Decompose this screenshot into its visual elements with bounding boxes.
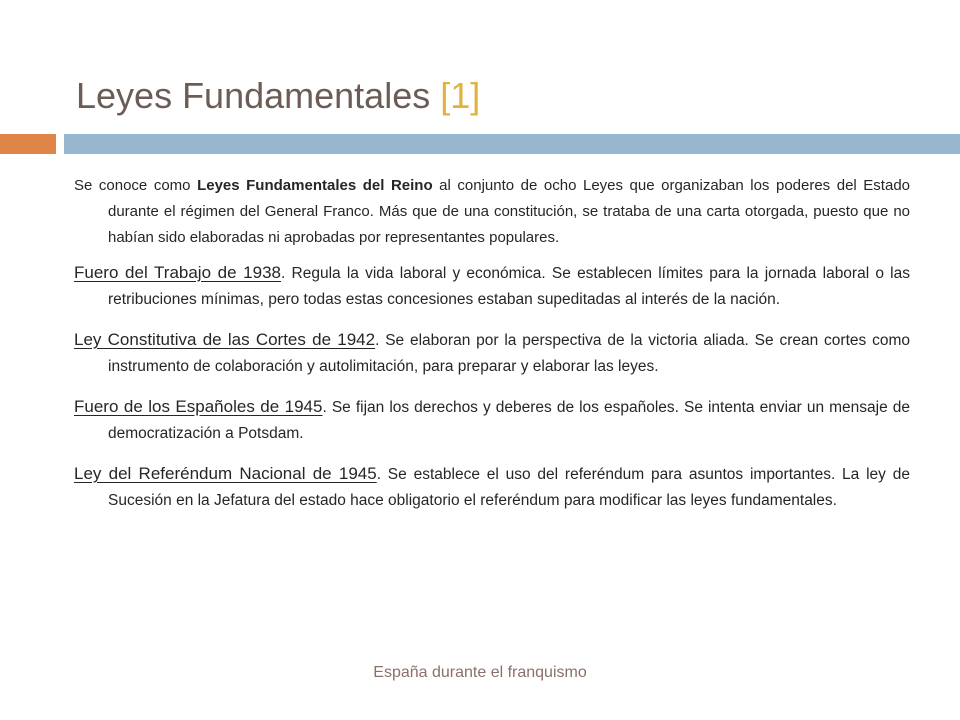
intro-after: al conjunto de ocho Leyes que organizaban los poderes del Estado durante el régimen del General Franco. Más que de una constitución, se trataba de una carta otorgada, puesto que no habían sido elaboradas ni aprobadas por representantes populares. xyxy=(108,177,910,246)
law-description: . Se elaboran por la perspectiva de la victoria aliada. Se crean cortes como instrumento de colaboración y autolimitación, para preparar y elaborar las leyes. xyxy=(108,332,910,375)
law-description: . Regula la vida laboral y económica. Se establecen límites para la jornada laboral o las retribuciones mínimas, pero todas estas concesiones estaban supeditadas al interés de la nación. xyxy=(108,265,910,308)
slide-title xyxy=(76,72,480,120)
law-description: . Se fijan los derechos y deberes de los españoles. Se intenta enviar un mensaje de democratización a Potsdam. xyxy=(108,399,910,442)
law-item xyxy=(74,260,910,313)
law-item xyxy=(74,327,910,380)
orange-accent-bar xyxy=(0,134,56,154)
blue-accent-bar xyxy=(64,134,960,154)
intro-before: Se conoce como xyxy=(74,177,198,194)
law-name: Ley Constitutiva de las Cortes de 1942 xyxy=(74,330,376,349)
slide-footer: España durante el franquismo xyxy=(373,664,587,681)
law-description: . Se establece el uso del referéndum para asuntos importantes. La ley de Sucesión en la Jefatura del estado hace obligatorio el referéndum para modificar las leyes fundamentales. xyxy=(108,466,910,509)
content-body xyxy=(74,173,910,528)
title-reference: [1] xyxy=(440,75,481,116)
law-item xyxy=(74,461,910,514)
intro-bold-term: Leyes Fundamentales del Reino xyxy=(197,177,433,194)
title-text: Leyes Fundamentales xyxy=(76,75,441,116)
law-name: Fuero de los Españoles de 1945 xyxy=(74,397,323,416)
law-item xyxy=(74,394,910,447)
law-name: Fuero del Trabajo de 1938 xyxy=(74,263,282,282)
intro-paragraph xyxy=(74,173,910,251)
law-name: Ley del Referéndum Nacional de 1945 xyxy=(74,464,377,483)
